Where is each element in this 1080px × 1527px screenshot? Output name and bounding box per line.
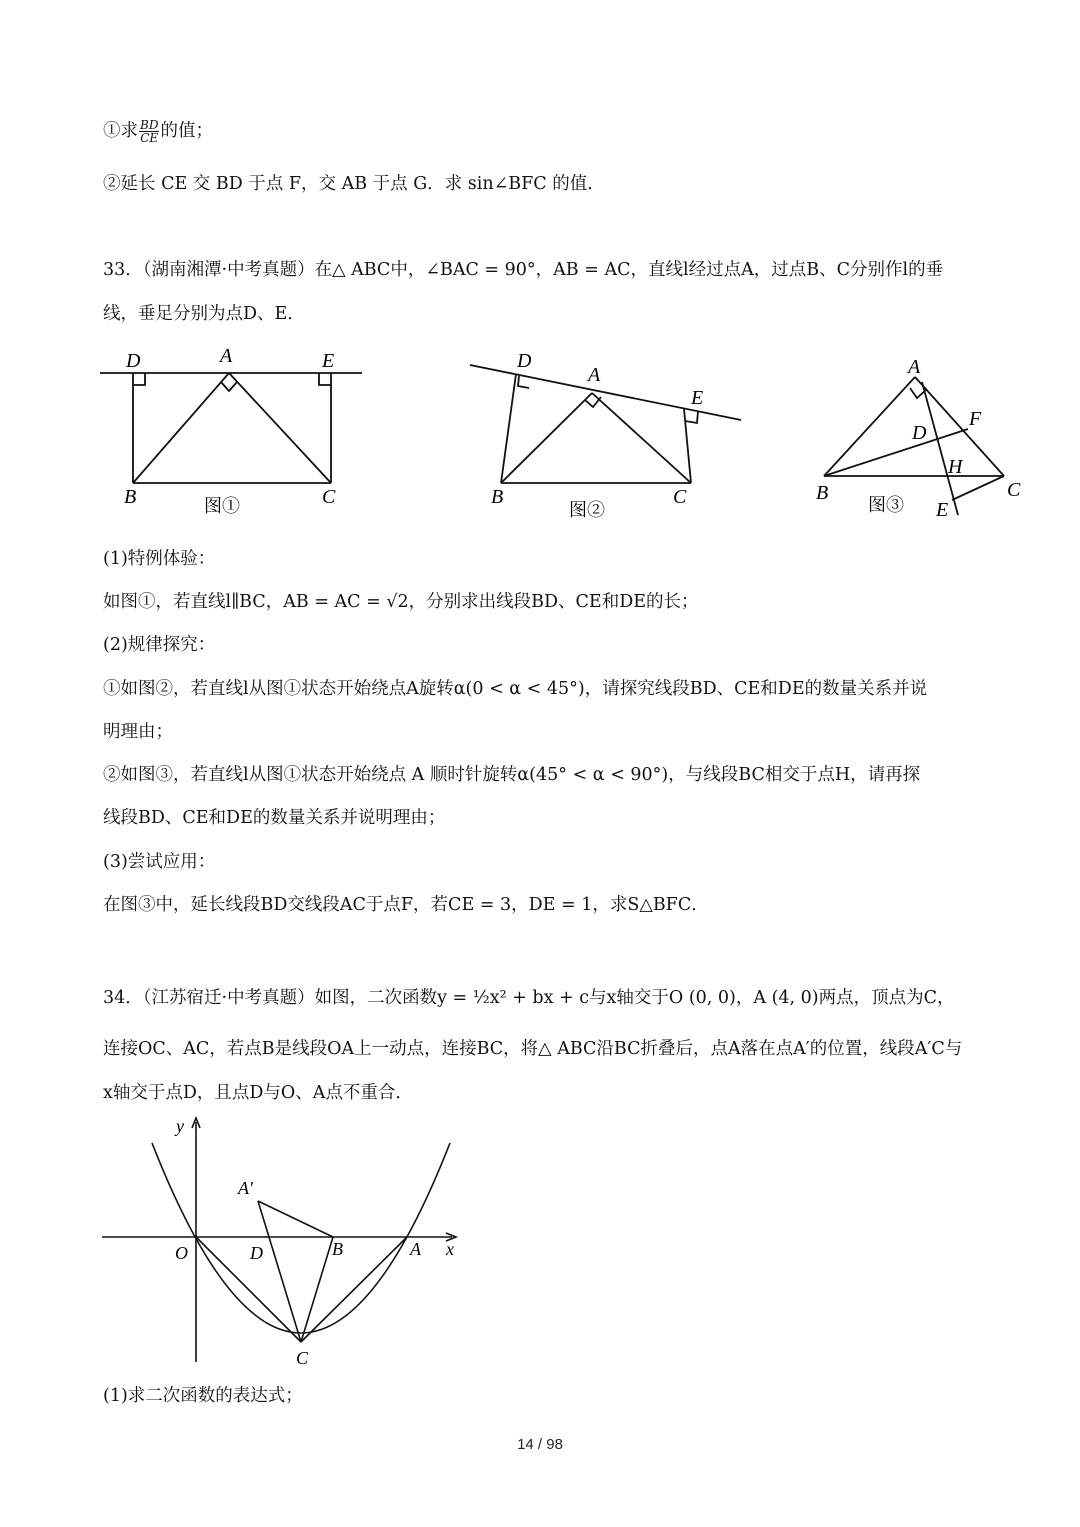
parabola-label-b: B: [332, 1239, 343, 1259]
fig3-label-b: B: [816, 482, 829, 504]
fig2-label-c: C: [673, 486, 687, 508]
q34-title-line2: 连接OC、AC，若点B是线段OA上一动点，连接BC，将△ ABC沿BC折叠后，点A落在点A′的位置，线段A′C与: [103, 1039, 963, 1059]
fig2-caption: 图②: [569, 500, 605, 520]
parabola-label-o: O: [175, 1243, 188, 1263]
bd-ce-fraction: $\frac{BD}{CE}$: [140, 118, 159, 145]
q34-title-line1: 34．（江苏宿迁·中考真题）如图，二次函数y = ½x² + bx + c与x轴交于O (0, 0)，A (4, 0)两点，顶点为C，: [103, 988, 955, 1008]
q33-part2-sub2-line2: 线段BD、CE和DE的数量关系并说明理由；: [103, 808, 446, 828]
parabola-label-a: A: [410, 1239, 421, 1259]
figure-2: [465, 345, 750, 525]
fig1-label-c: C: [322, 486, 336, 508]
fig3-label-c: C: [1007, 479, 1021, 501]
fig3-caption: 图③: [868, 495, 904, 515]
fig1-label-d: D: [126, 350, 141, 372]
q33-part2-sub2-line1: ②如图③，若直线l从图①状态开始绕点 A 顺时针旋转α(45° < α < 90°)，与线段BC相交于点H，请再探: [103, 765, 921, 785]
q33-part3-heading: (3)尝试应用：: [103, 852, 216, 872]
fig2-label-b: B: [491, 486, 504, 508]
q33-part1-text: 如图①，若直线l∥BC，AB = AC = √2，分别求出线段BD、CE和DE的长；: [103, 592, 699, 612]
q34-title-line3: x轴交于点D，且点D与O、A点不重合．: [103, 1083, 413, 1103]
fig2-label-e: E: [691, 387, 704, 409]
q33-part2-sub1-line1: ①如图②，若直线l从图①状态开始绕点A旋转α(0 < α < 45°)，请探究线段BD、CE和DE的数量关系并说: [103, 679, 928, 699]
q33-title-line1: 33．（湖南湘潭·中考真题）在△ ABC中，∠BAC = 90°，AB = AC，直线l经过点A，过点B、C分别作l的垂: [103, 260, 944, 280]
page-number: 14 / 98: [517, 1436, 563, 1453]
q33-part1-heading: (1)特例体验：: [103, 549, 216, 569]
q33-part3-text: 在图③中，延长线段BD交线段AC于点F，若CE = 3，DE = 1，求S△BFC．: [103, 895, 709, 915]
q32-sub1: ①求 $\frac{BD}{CE}$ 的值；: [103, 118, 213, 145]
figure-parabola: [100, 1112, 470, 1377]
fig3-label-f: F: [969, 408, 982, 430]
parabola-label-x: x: [446, 1239, 454, 1259]
fig3-label-d: D: [912, 422, 927, 444]
fig2-label-d: D: [517, 350, 532, 372]
fig3-label-e: E: [936, 499, 949, 521]
parabola-label-c: C: [296, 1348, 309, 1368]
fig1-label-a: A: [220, 345, 233, 367]
figure-3: [812, 355, 1032, 525]
fig3-label-a: A: [908, 356, 921, 378]
fig1-caption: 图①: [204, 496, 240, 516]
parabola-label-y: y: [176, 1116, 184, 1136]
parabola-label-d: D: [250, 1243, 263, 1263]
q33-title-line2: 线，垂足分别为点D、E．: [103, 304, 305, 324]
q33-part2-heading: (2)规律探究：: [103, 635, 216, 655]
parabola-label-a-prime: A′: [238, 1178, 253, 1198]
figure-1: [100, 340, 370, 525]
fig3-label-h: H: [948, 456, 963, 478]
q34-part1: (1)求二次函数的表达式；: [103, 1386, 303, 1406]
q32-sub2: ②延长 CE 交 BD 于点 F，交 AB 于点 G．求 sin∠BFC 的值．: [103, 174, 605, 194]
fig1-label-e: E: [322, 350, 335, 372]
fig1-label-b: B: [124, 486, 137, 508]
q33-part2-sub1-line2: 明理由；: [103, 722, 173, 742]
fig2-label-a: A: [588, 364, 601, 386]
